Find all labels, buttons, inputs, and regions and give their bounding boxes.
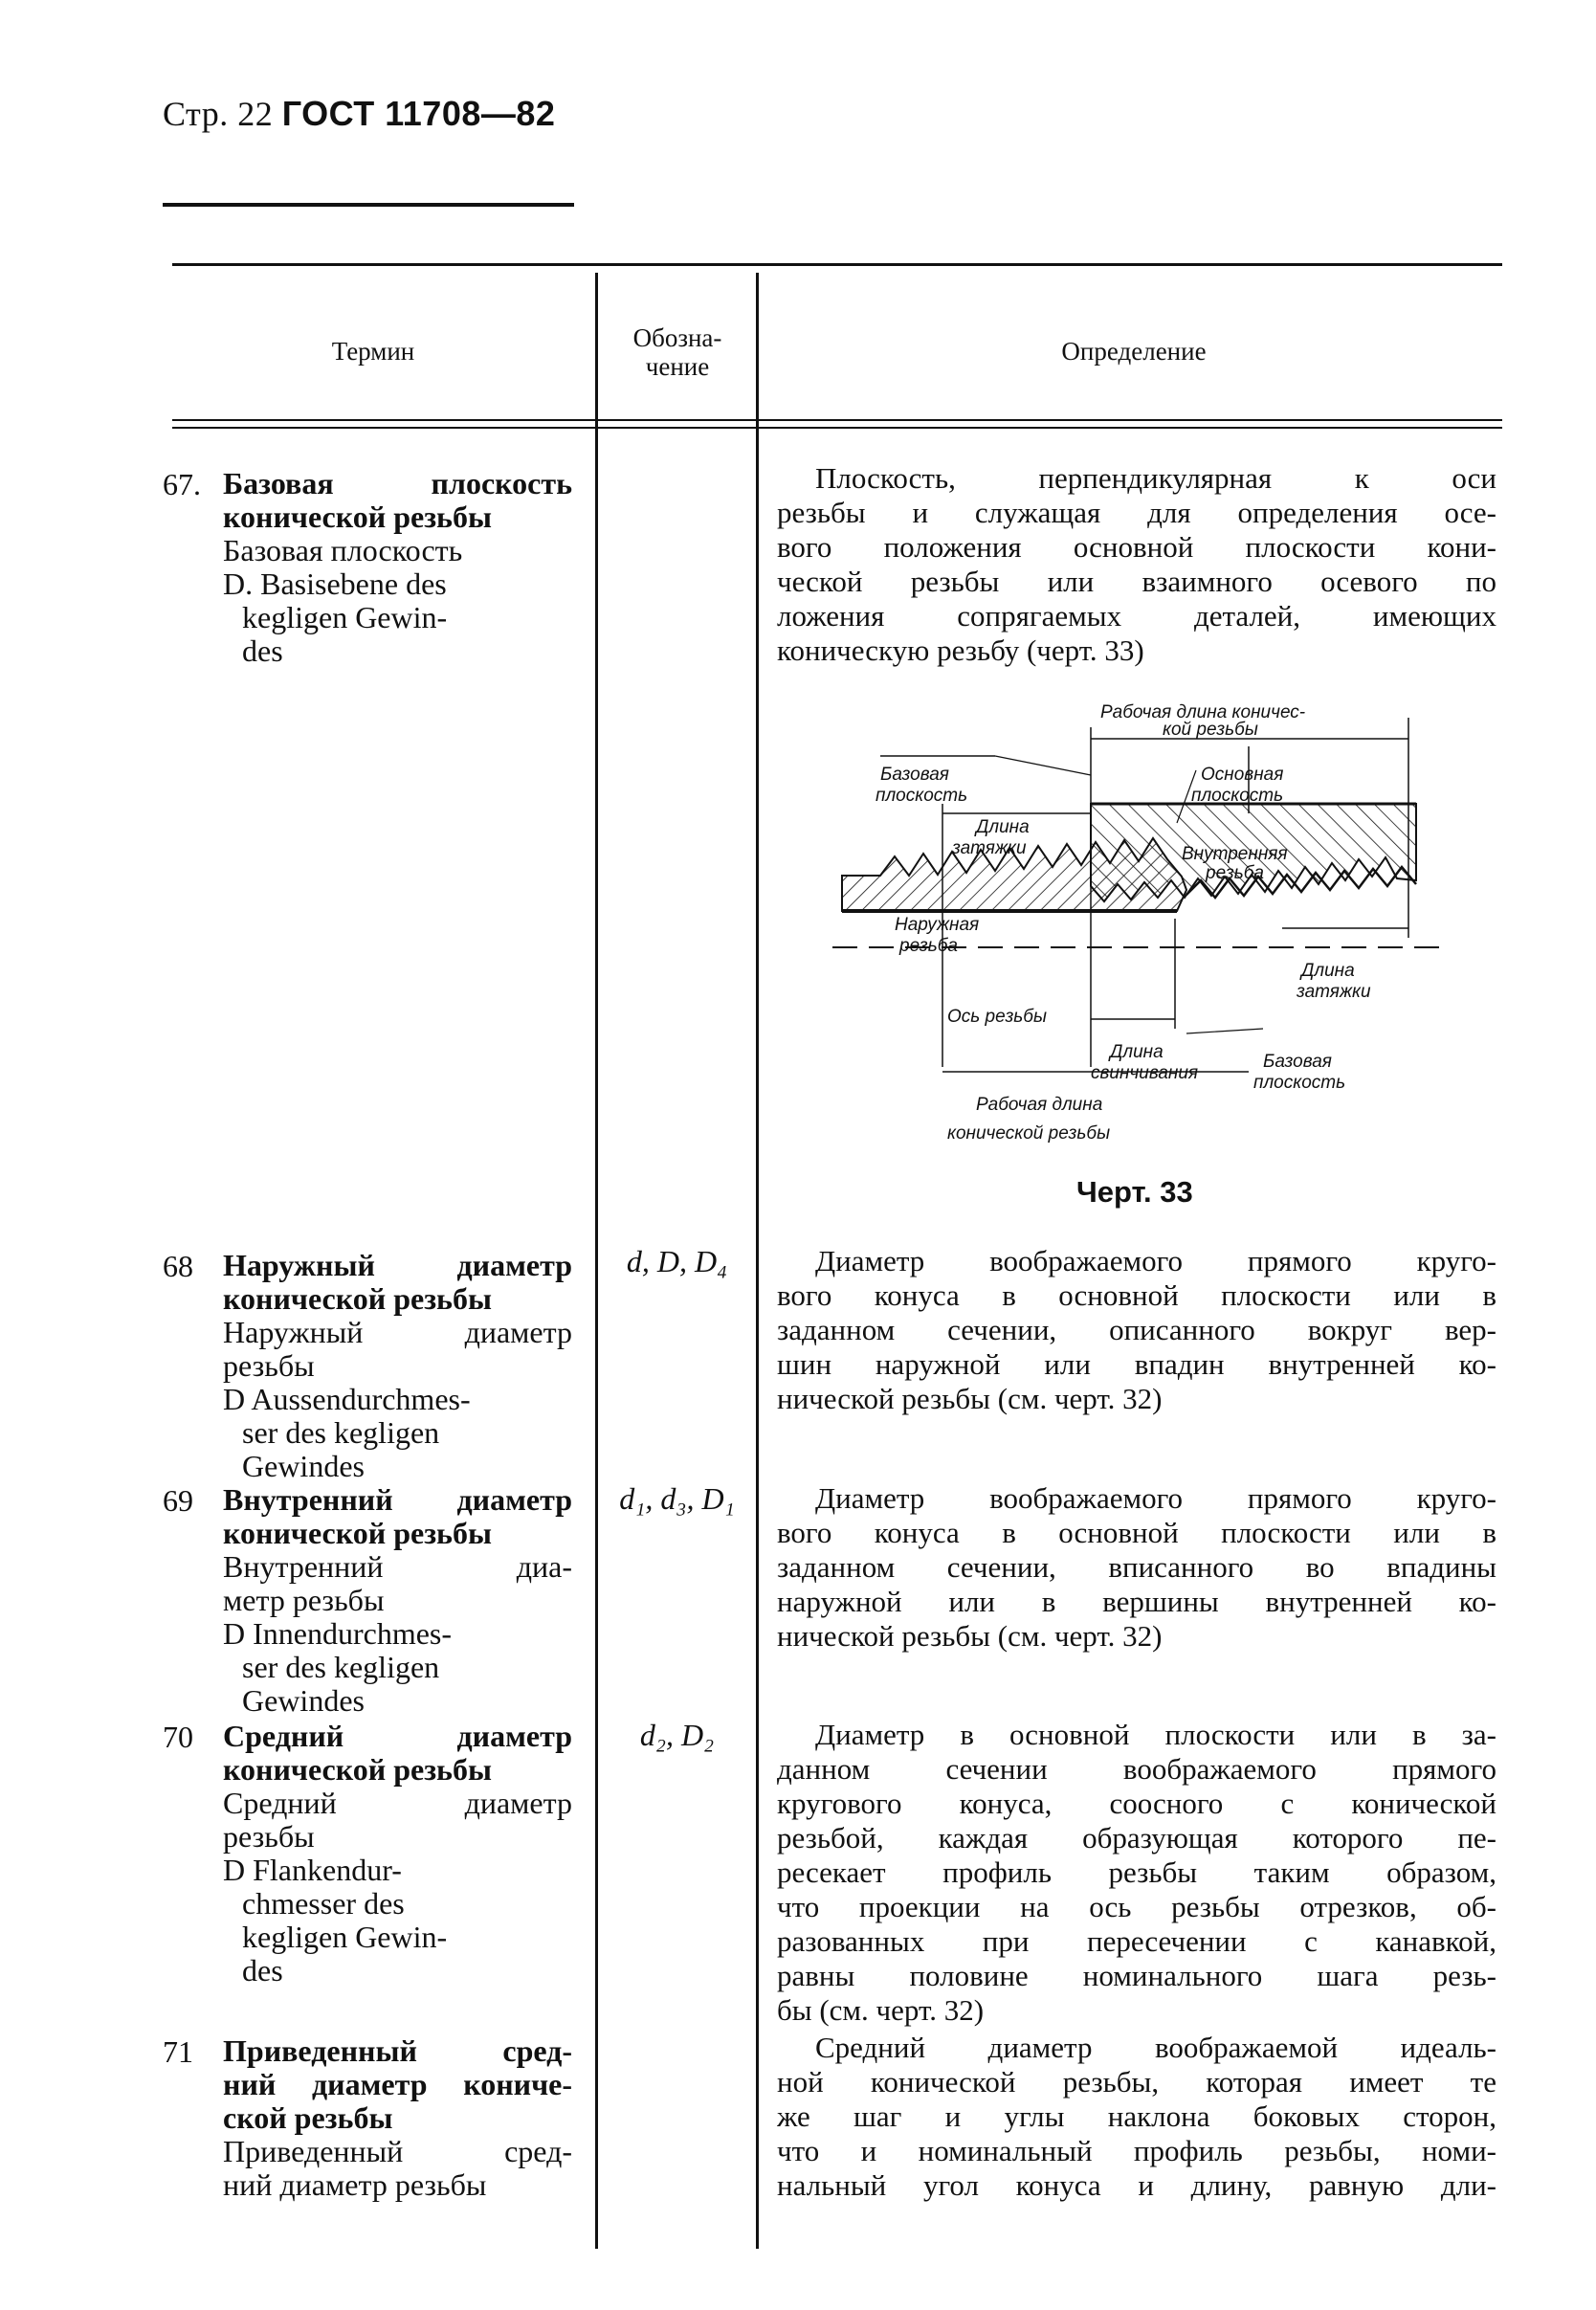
entry-number: 69 bbox=[163, 1483, 193, 1518]
term-line: конической резьбы bbox=[223, 500, 492, 534]
definition-cell bbox=[777, 2031, 1496, 2203]
definition-line: коническую резьбу (черт. 33) bbox=[777, 633, 1144, 667]
german-term-line: D Innendurchmes- bbox=[223, 1616, 453, 1651]
short-term-line: Приведенный сред- bbox=[223, 2134, 572, 2168]
definition-line: Плоскость, перпендикулярная к оси bbox=[815, 461, 1496, 495]
short-term-line: метр резьбы bbox=[223, 1583, 385, 1617]
table-top-rule bbox=[172, 263, 1502, 266]
german-term-line: D. Basisebene des bbox=[223, 566, 447, 601]
definition-line: вого конуса в основной плоскости или в bbox=[777, 1516, 1496, 1549]
entry-number: 70 bbox=[163, 1720, 193, 1754]
german-term-line: Gewindes bbox=[242, 1683, 365, 1718]
german-term-line: des bbox=[242, 633, 283, 668]
label-working-length-top-2: кой резьбы bbox=[1163, 720, 1258, 740]
label-makeup-length: Длина bbox=[1110, 1042, 1164, 1062]
column-header-definition: Определение bbox=[1061, 337, 1207, 366]
label-thread-axis: Ось резьбы bbox=[947, 1007, 1047, 1027]
label-internal-thread-2: резьба bbox=[1206, 863, 1264, 883]
short-term-line: Внутренний диа- bbox=[223, 1549, 572, 1584]
label-base-plane-2: плоскость bbox=[876, 786, 968, 806]
german-term-line: ser des kegligen bbox=[242, 1650, 440, 1684]
short-term-line: резьбы bbox=[223, 1348, 315, 1383]
label-working-length-bottom-2: конической резьбы bbox=[947, 1123, 1111, 1144]
german-term-line: Gewindes bbox=[242, 1449, 365, 1483]
definition-cell bbox=[777, 461, 1496, 668]
symbol-cell: d₁, d₃, D₁ bbox=[619, 1481, 735, 1516]
entry-number: 67. bbox=[163, 467, 201, 501]
definition-cell bbox=[777, 1244, 1496, 1416]
term-line: Наружный диаметр bbox=[223, 1248, 572, 1282]
term-line: конической резьбы bbox=[223, 1516, 492, 1550]
term-cell bbox=[223, 1483, 572, 1718]
definition-line: резьбой, каждая образующая которого пе- bbox=[777, 1821, 1496, 1855]
short-term-line: резьбы bbox=[223, 1819, 315, 1854]
german-term-line: D Flankendur- bbox=[223, 1853, 402, 1887]
definition-line: нической резьбы (см. черт. 32) bbox=[777, 1382, 1163, 1415]
thread-diagram bbox=[823, 689, 1454, 1167]
label-makeup-length-2: свинчивания bbox=[1091, 1063, 1199, 1083]
label-external-thread-2: резьба bbox=[899, 936, 958, 956]
column-header-symbol: Обозна- чение bbox=[632, 323, 722, 381]
term-line: Внутренний диаметр bbox=[223, 1482, 572, 1517]
definition-line: заданном сечении, вписанного во впадины bbox=[777, 1550, 1496, 1584]
term-line: Приведенный сред- bbox=[223, 2033, 572, 2068]
term-line: конической резьбы bbox=[223, 1281, 492, 1316]
label-internal-thread: Внутренняя bbox=[1182, 844, 1288, 864]
term-cell bbox=[223, 2034, 572, 2202]
german-term-line: des bbox=[242, 1953, 283, 1988]
german-term-line: kegligen Gewin- bbox=[242, 1920, 448, 1954]
definition-cell bbox=[777, 1718, 1496, 2028]
label-tightening-length: Длина bbox=[976, 817, 1030, 837]
term-cell bbox=[223, 1249, 572, 1483]
definition-line: разованных при пересечении с канавкой, bbox=[777, 1924, 1496, 1958]
term-line: ний диаметр кониче- bbox=[223, 2067, 572, 2101]
label-base-plane-right-2: плоскость bbox=[1253, 1073, 1346, 1093]
definition-line: ложения сопрягаемых деталей, имеющих bbox=[777, 599, 1496, 633]
page-header bbox=[163, 94, 555, 134]
label-working-length-bottom: Рабочая длина bbox=[976, 1095, 1103, 1115]
definition-line: Средний диаметр воображаемой идеаль- bbox=[815, 2031, 1496, 2064]
short-term-line: ний диаметр резьбы bbox=[223, 2167, 487, 2202]
definition-line: Диаметр воображаемого прямого круго- bbox=[815, 1481, 1496, 1515]
definition-cell bbox=[777, 1481, 1496, 1654]
term-line: Средний диаметр bbox=[223, 1719, 572, 1753]
definition-line: наружной или в вершины внутренней ко- bbox=[777, 1585, 1496, 1618]
definition-line: вого положения основной плоскости кони- bbox=[777, 530, 1496, 564]
label-external-thread: Наружная bbox=[895, 915, 980, 935]
header-underline bbox=[163, 203, 574, 207]
definition-line: равны половине номинального шага резь- bbox=[777, 1959, 1496, 1992]
definition-line: ресекает профиль резьбы таким образом, bbox=[777, 1855, 1496, 1889]
term-line: ской резьбы bbox=[223, 2100, 393, 2135]
column-header-term: Термин bbox=[331, 337, 415, 366]
label-base-plane: Базовая bbox=[880, 765, 949, 785]
definition-line: шин наружной или впадин внутренней ко- bbox=[777, 1347, 1496, 1381]
definition-line: данном сечении воображаемого прямого bbox=[777, 1752, 1496, 1786]
short-term-line: Наружный диаметр bbox=[223, 1315, 572, 1349]
definition-line: вого конуса в основной плоскости или в bbox=[777, 1278, 1496, 1312]
german-term-line: D Aussendurchmes- bbox=[223, 1382, 471, 1416]
page-number: Стр. 22 bbox=[163, 95, 274, 133]
definition-line: Диаметр в основной плоскости или в за- bbox=[815, 1718, 1496, 1751]
definition-line: что и номинальный профиль резьбы, номи- bbox=[777, 2134, 1496, 2167]
definition-line: что проекции на ось резьбы отрезков, об- bbox=[777, 1890, 1496, 1923]
short-term-line: Базовая плоскость bbox=[223, 533, 463, 567]
definition-line: резьбы и служащая для определения осе- bbox=[777, 496, 1496, 529]
symbol-cell: d₂, D₂ bbox=[639, 1718, 715, 1752]
term-cell bbox=[223, 467, 572, 668]
definition-line: заданном сечении, описанного вокруг вер- bbox=[777, 1313, 1496, 1346]
short-term-line: Средний диаметр bbox=[223, 1786, 572, 1820]
column-divider-2 bbox=[756, 273, 759, 2249]
label-base-plane-right: Базовая bbox=[1263, 1052, 1332, 1072]
figure-caption: Черт. 33 bbox=[1076, 1175, 1193, 1209]
definition-line: же шаг и углы наклона боковых сторон, bbox=[777, 2099, 1496, 2133]
entry-number: 68 bbox=[163, 1249, 193, 1283]
german-term-line: ser des kegligen bbox=[242, 1415, 440, 1450]
standard-number: ГОСТ 11708—82 bbox=[281, 94, 556, 133]
symbol-cell: d, D, D₄ bbox=[626, 1244, 728, 1278]
entry-number: 71 bbox=[163, 2034, 193, 2069]
table-head-rule-1 bbox=[172, 419, 1502, 421]
label-tightening-length-2: затяжки bbox=[952, 838, 1027, 858]
definition-line: нальный угол конуса и длину, равную дли- bbox=[777, 2168, 1496, 2202]
definition-line: нической резьбы (см. черт. 32) bbox=[777, 1619, 1163, 1653]
term-cell bbox=[223, 1720, 572, 1988]
definition-line: Диаметр воображаемого прямого круго- bbox=[815, 1244, 1496, 1277]
table-head-rule-2 bbox=[172, 427, 1502, 429]
column-divider-1 bbox=[595, 273, 598, 2249]
german-term-line: kegligen Gewin- bbox=[242, 600, 448, 634]
definition-line: бы (см. черт. 32) bbox=[777, 1993, 985, 2027]
german-term-line: chmesser des bbox=[242, 1886, 405, 1921]
label-working-length-top: Рабочая длина коничес- bbox=[1100, 702, 1306, 722]
label-tightening-length-right-2: затяжки bbox=[1297, 982, 1371, 1002]
label-tightening-length-right: Длина bbox=[1301, 961, 1355, 981]
term-line: конической резьбы bbox=[223, 1752, 492, 1787]
label-main-plane: Основная bbox=[1201, 765, 1284, 785]
term-line: Базовая плоскость bbox=[223, 466, 572, 500]
definition-line: кругового конуса, соосного с конической bbox=[777, 1787, 1496, 1820]
definition-line: ческой резьбы или взаимного осевого по bbox=[777, 565, 1496, 598]
definition-line: ной конической резьбы, которая имеет те bbox=[777, 2065, 1496, 2099]
label-main-plane-2: плоскость bbox=[1191, 786, 1284, 806]
